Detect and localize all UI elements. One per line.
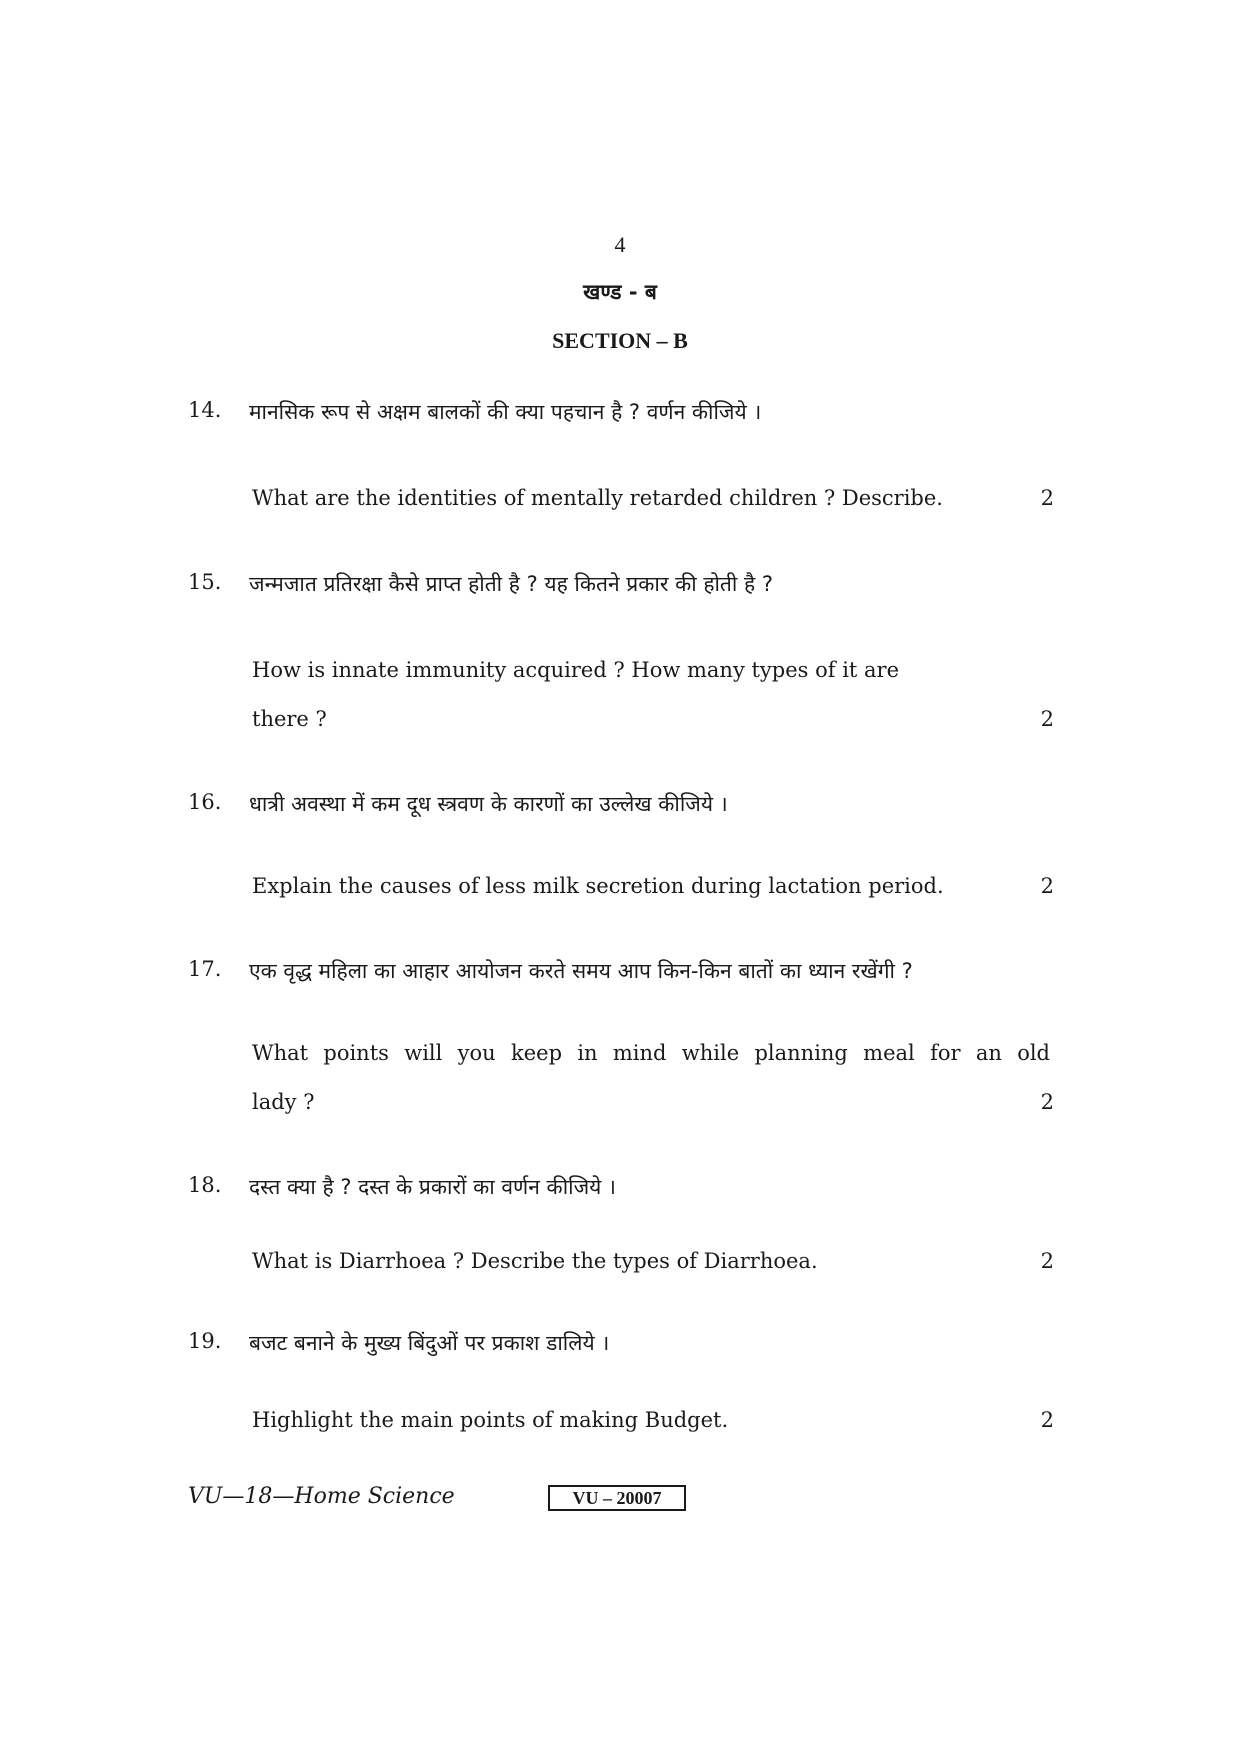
question-marks: 2 xyxy=(1040,486,1054,510)
section-heading-english: SECTION – B xyxy=(552,328,688,353)
question-marks: 2 xyxy=(1040,874,1054,898)
question-text-hindi: मानसिक रूप से अक्षम बालकों की क्या पहचान है ? वर्णन कीजिये । xyxy=(249,400,762,424)
question-number: 17. xyxy=(188,957,222,981)
question-text-hindi: धात्री अवस्था में कम दूध स्त्रवण के कारणों का उल्लेख कीजिये । xyxy=(249,792,728,816)
question-text-english: What points will you keep in mind while planning meal for an old xyxy=(252,1041,1050,1065)
question-text-english: Explain the causes of less milk secretion during lactation period. xyxy=(252,874,944,898)
question-number: 19. xyxy=(188,1329,222,1353)
question-marks: 2 xyxy=(1040,1249,1054,1273)
question-marks: 2 xyxy=(1040,1090,1054,1114)
question-text-english: Highlight the main points of making Budget. xyxy=(252,1408,729,1432)
question-number: 15. xyxy=(188,570,222,594)
question-text-english: What is Diarrhoea ? Describe the types of Diarrhoea. xyxy=(252,1249,818,1273)
question-text-hindi: बजट बनाने के मुख्य बिंदुओं पर प्रकाश डालिये । xyxy=(249,1331,610,1355)
question-text-english: How is innate immunity acquired ? How many types of it are xyxy=(252,658,900,682)
question-marks: 2 xyxy=(1040,707,1054,731)
question-text-hindi: जन्मजात प्रतिरक्षा कैसे प्राप्त होती है ? यह कितने प्रकार की होती है ? xyxy=(249,572,773,596)
question-number: 16. xyxy=(188,790,222,814)
question-number: 14. xyxy=(188,398,222,422)
question-text-hindi: दस्त क्या है ? दस्त के प्रकारों का वर्णन कीजिये । xyxy=(249,1175,616,1199)
question-number: 18. xyxy=(188,1173,222,1197)
question-marks: 2 xyxy=(1040,1408,1054,1432)
section-heading-hindi: खण्ड - ब xyxy=(583,280,657,304)
footer-paper-code: VU – 20007 xyxy=(548,1485,686,1511)
question-text-english: What are the identities of mentally retarded children ? Describe. xyxy=(252,486,943,510)
question-text-hindi: एक वृद्ध महिला का आहार आयोजन करते समय आप किन-किन बातों का ध्यान रखेंगी ? xyxy=(249,959,913,983)
footer-subject: VU—18—Home Science xyxy=(188,1484,455,1509)
question-text-english: there ? xyxy=(252,707,327,731)
page-number: 4 xyxy=(614,232,626,257)
question-text-english: lady ? xyxy=(252,1090,315,1114)
